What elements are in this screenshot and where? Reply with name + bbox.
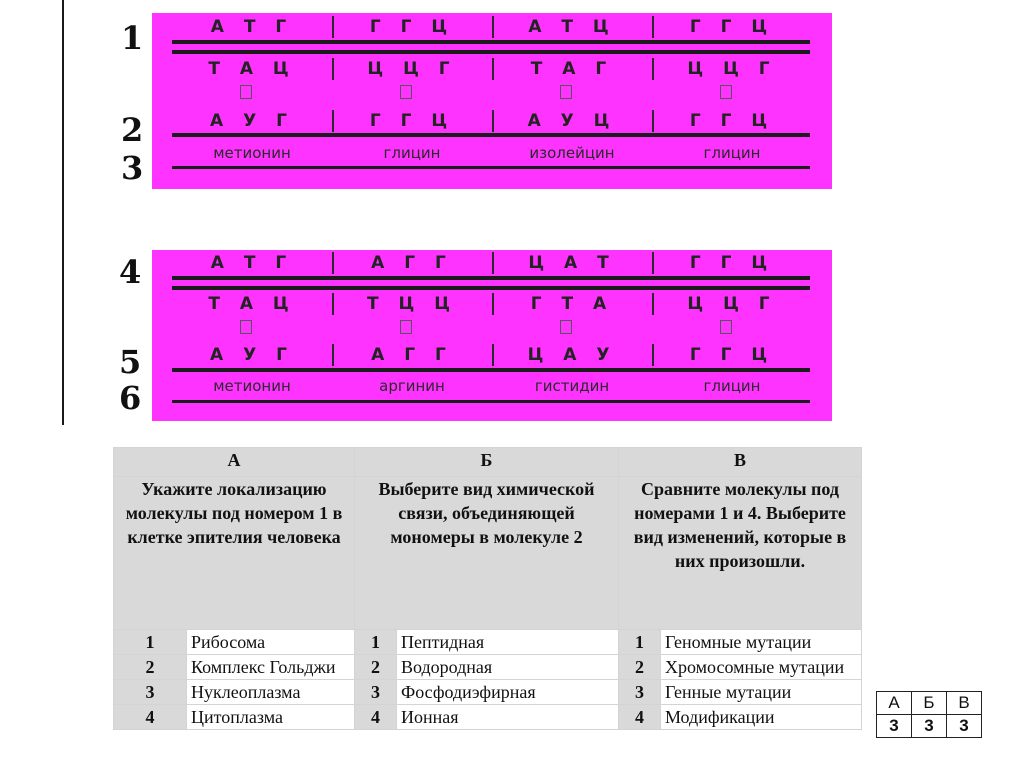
option-number: 3 (355, 680, 397, 705)
transcription-arrow-icon (400, 85, 412, 99)
amino-acid: глицин (703, 377, 761, 395)
codon: Г Т А (530, 294, 614, 314)
transcription-arrow-icon (720, 320, 732, 334)
answer-header: А (877, 692, 912, 715)
option-text: Пептидная (397, 630, 619, 655)
option-number: 4 (114, 705, 187, 730)
amino-acid-row (172, 142, 812, 164)
strand-line (172, 276, 810, 280)
answer-value: 3 (877, 715, 912, 738)
codon: А Г Г (371, 345, 453, 365)
codon: А Т Ц (528, 17, 616, 37)
option-text: Водородная (397, 655, 619, 680)
codon: Г Г Ц (369, 17, 455, 37)
amino-acid: глицин (383, 144, 441, 162)
codon: Ц А У (527, 345, 617, 365)
codon: Г Г Ц (689, 253, 775, 273)
question-b: Выберите вид химической связи, объединяющей мономеры в молекуле 2 (355, 477, 619, 630)
option-text: Модификации (661, 705, 862, 730)
option-number: 1 (355, 630, 397, 655)
answer-value: 3 (947, 715, 982, 738)
transcription-arrow-icon (240, 320, 252, 334)
molecule-label-3: 3 (121, 149, 144, 187)
left-vertical-rule (62, 0, 64, 425)
question-a: Укажите локализацию молекулы под номером 1 в клетке эпителия человека (114, 477, 355, 630)
option-number: 2 (619, 655, 661, 680)
option-text: Комплекс Гольджи (187, 655, 355, 680)
column-header-v: В (619, 448, 862, 477)
codon: Ц Ц Г (687, 294, 777, 314)
transcription-arrow-icon (560, 320, 572, 334)
strand-line (172, 40, 810, 44)
codon: А Т Г (210, 17, 294, 37)
question-row (114, 477, 862, 630)
codon: Т Ц Ц (367, 294, 457, 314)
table-row (114, 705, 862, 730)
codon: Г Г Ц (369, 111, 455, 131)
strand-line (172, 133, 810, 137)
answer-value-row (877, 715, 982, 738)
amino-acid: гистидин (534, 377, 610, 395)
codon: Т А Ц (208, 59, 296, 79)
codon: А У Ц (527, 111, 617, 131)
codon: А Т Г (210, 253, 294, 273)
table-row (114, 630, 862, 655)
codon: Т А Ц (208, 294, 296, 314)
strand-line (172, 400, 810, 403)
codon: Ц А Т (528, 253, 616, 273)
option-text: Ионная (397, 705, 619, 730)
answer-header: Б (912, 692, 947, 715)
transcription-arrow-icon (720, 85, 732, 99)
option-number: 3 (114, 680, 187, 705)
transcription-arrow-icon (560, 85, 572, 99)
transcription-arrow-icon (400, 320, 412, 334)
amino-acid: изолейцин (529, 144, 615, 162)
codon: Г Г Ц (689, 17, 775, 37)
codon: Г Г Ц (689, 111, 775, 131)
dna-panel-1 (152, 13, 832, 189)
option-text: Генные мутации (661, 680, 862, 705)
option-text: Хромосомные мутации (661, 655, 862, 680)
answer-header: В (947, 692, 982, 715)
codon: А У Г (210, 111, 294, 131)
option-text: Цитоплазма (187, 705, 355, 730)
strand-line (172, 166, 810, 169)
question-v: Сравните молекулы под номерами 1 и 4. Выберите вид изменений, которые в них произошли. (619, 477, 862, 630)
option-number: 4 (355, 705, 397, 730)
option-number: 3 (619, 680, 661, 705)
molecule-label-4: 4 (119, 253, 142, 291)
strand-line (172, 368, 810, 372)
answer-table (876, 691, 982, 738)
option-text: Фосфодиэфирная (397, 680, 619, 705)
column-header-b: Б (355, 448, 619, 477)
dna-strand-top-row (172, 16, 812, 38)
amino-acid: метионин (213, 144, 291, 162)
option-number: 4 (619, 705, 661, 730)
answer-value: 3 (912, 715, 947, 738)
strand-line (172, 50, 810, 54)
dna-strand-bottom-row (172, 293, 812, 315)
dna-strand-top-row (172, 252, 812, 274)
table-row (114, 655, 862, 680)
molecule-label-6: 6 (119, 379, 142, 417)
amino-acid: глицин (703, 144, 761, 162)
table-row (114, 680, 862, 705)
mrna-row (172, 344, 812, 366)
column-header-a: А (114, 448, 355, 477)
codon: А У Г (210, 345, 294, 365)
codon: Т А Г (530, 59, 614, 79)
option-number: 1 (114, 630, 187, 655)
amino-acid: аргинин (379, 377, 445, 395)
table-header-row (114, 448, 862, 477)
strand-line (172, 286, 810, 290)
molecule-label-1: 1 (121, 19, 144, 57)
option-number: 1 (619, 630, 661, 655)
molecule-label-2: 2 (121, 111, 144, 149)
answer-header-row (877, 692, 982, 715)
option-text: Рибосома (187, 630, 355, 655)
option-number: 2 (355, 655, 397, 680)
option-text: Геномные мутации (661, 630, 862, 655)
codon: Г Г Ц (689, 345, 775, 365)
codon: Ц Ц Г (367, 59, 457, 79)
mrna-row (172, 110, 812, 132)
option-number: 2 (114, 655, 187, 680)
amino-acid: метионин (213, 377, 291, 395)
option-text: Нуклеоплазма (187, 680, 355, 705)
transcription-arrow-icon (240, 85, 252, 99)
codon: А Г Г (371, 253, 453, 273)
molecule-label-5: 5 (119, 343, 142, 381)
dna-strand-bottom-row (172, 58, 812, 80)
codon: Ц Ц Г (687, 59, 777, 79)
question-table (113, 447, 862, 730)
dna-panel-2 (152, 250, 832, 421)
amino-acid-row (172, 375, 812, 397)
